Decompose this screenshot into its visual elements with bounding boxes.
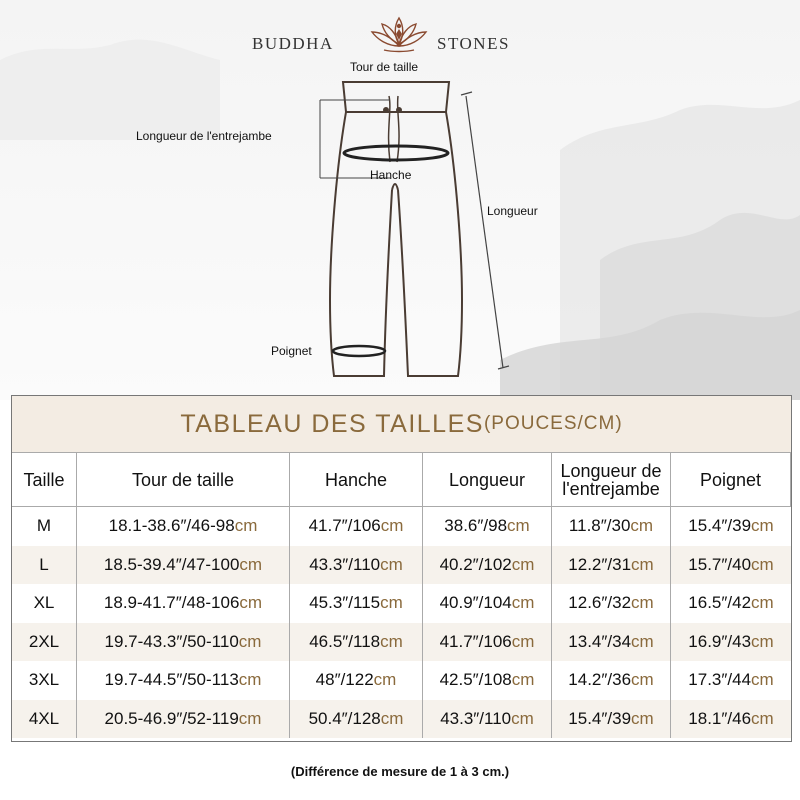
cell-value: 18.1-38.6″/46-98 — [108, 516, 235, 536]
unit-suffix: cm — [631, 554, 654, 574]
cell-inseam — [552, 661, 671, 700]
cell-value: 41.7″/106 — [439, 631, 512, 651]
cell-cuff — [671, 623, 791, 662]
cell-value: 19.7-44.5″/50-113 — [104, 670, 239, 690]
cell-value: 18.1″/46 — [688, 708, 752, 728]
header-waist: Tour de taille — [77, 453, 290, 507]
cell-inseam — [552, 507, 671, 546]
unit-suffix: cm — [380, 708, 404, 728]
cell-waist — [77, 584, 290, 623]
unit-suffix: cm — [630, 516, 654, 536]
cell-value: 43.3″/110 — [440, 708, 512, 728]
waistband-outline — [343, 82, 449, 112]
unit-suffix: cm — [238, 631, 262, 651]
cell-hip — [290, 661, 423, 700]
cell-value: 12.6″/32 — [568, 593, 632, 613]
cell-inseam — [552, 546, 671, 585]
cell-value: 16.5″/42 — [688, 593, 752, 613]
cell-inseam — [552, 700, 671, 739]
header-cuff: Poignet — [671, 453, 791, 507]
unit-suffix: cm — [751, 631, 774, 651]
cell-value: 12.2″/31 — [568, 554, 632, 574]
cell-value: 42.5″/108 — [439, 670, 512, 690]
header-length: Longueur — [423, 453, 552, 507]
unit-suffix: cm — [380, 516, 404, 536]
unit-suffix: cm — [238, 670, 262, 690]
cell-cuff — [671, 584, 791, 623]
cell-value: XL — [33, 593, 55, 613]
unit-suffix: cm — [751, 593, 774, 613]
cell-inseam — [552, 584, 671, 623]
cuff-measurement-line — [333, 346, 385, 356]
cell-cuff — [671, 661, 791, 700]
cell-value: 11.8″/30 — [568, 516, 631, 536]
waist-label: Tour de taille — [350, 60, 419, 74]
cell-value: M — [36, 516, 52, 536]
hip-measurement-line — [344, 146, 448, 160]
cell-value: 17.3″/44 — [688, 670, 752, 690]
size-chart-table — [11, 395, 792, 742]
header-inseam: Longueur de l'entrejambe — [552, 453, 671, 507]
size-grid — [12, 453, 791, 738]
cell-value: 13.4″/34 — [568, 631, 632, 651]
unit-suffix: cm — [751, 516, 774, 536]
cell-length — [423, 584, 552, 623]
right-leg-outline — [398, 112, 462, 376]
unit-suffix: cm — [631, 708, 654, 728]
unit-suffix: cm — [234, 516, 258, 536]
cell-hip — [290, 623, 423, 662]
unit-suffix: cm — [511, 631, 535, 651]
cell-value: L — [39, 554, 49, 574]
cell-waist — [77, 661, 290, 700]
cell-value: 50.4″/128 — [308, 708, 381, 728]
unit-suffix: cm — [511, 708, 534, 728]
table-title-text: TABLEAU DES TAILLES — [180, 409, 484, 438]
left-leg-outline — [330, 112, 392, 376]
unit-suffix: cm — [631, 631, 654, 651]
header-size: Taille — [12, 453, 77, 507]
cell-value: 2XL — [28, 631, 60, 651]
measurement-footnote: (Différence de mesure de 1 à 3 cm.) — [290, 764, 510, 779]
unit-suffix: cm — [511, 593, 535, 613]
unit-suffix: cm — [751, 554, 774, 574]
unit-suffix: cm — [511, 554, 535, 574]
cell-value: 15.7″/40 — [688, 554, 752, 574]
cell-value: 18.5-39.4″/47-100 — [103, 554, 240, 574]
cell-cuff — [671, 546, 791, 585]
cell-value: 46.5″/118 — [309, 631, 381, 651]
cell-length — [423, 661, 552, 700]
cell-cuff — [671, 700, 791, 739]
unit-suffix: cm — [239, 593, 263, 613]
cell-value: 38.6″/98 — [444, 516, 508, 536]
cell-size — [12, 584, 77, 623]
brand-name-left: BUDDHA — [252, 34, 334, 53]
cuff-label: Poignet — [271, 344, 312, 358]
unit-suffix: cm — [511, 670, 535, 690]
cell-value: 43.3″/110 — [309, 554, 381, 574]
brand-name-right: STONES — [437, 34, 510, 53]
inseam-label: Longueur de l'entrejambe — [136, 129, 272, 143]
unit-suffix: cm — [631, 593, 654, 613]
unit-suffix: cm — [751, 708, 774, 728]
cell-value: 14.2″/36 — [568, 670, 632, 690]
cell-value: 45.3″/115 — [309, 593, 381, 613]
cell-hip — [290, 507, 423, 546]
table-title-unit: (POUCES/CM) — [483, 413, 623, 434]
cell-size — [12, 507, 77, 546]
cell-hip — [290, 700, 423, 739]
cell-value: 41.7″/106 — [308, 516, 381, 536]
cell-value: 15.4″/39 — [568, 708, 632, 728]
unit-suffix: cm — [373, 670, 397, 690]
cell-inseam — [552, 623, 671, 662]
cell-value: 48″/122 — [315, 670, 374, 690]
cell-hip — [290, 546, 423, 585]
cell-value: 3XL — [28, 670, 60, 690]
drawstring — [389, 96, 399, 162]
cell-size — [12, 623, 77, 662]
cell-cuff — [671, 507, 791, 546]
unit-suffix: cm — [380, 554, 403, 574]
length-label: Longueur — [487, 204, 538, 218]
hip-label: Hanche — [370, 168, 412, 182]
cell-value: 19.7-43.3″/50-110 — [104, 631, 239, 651]
unit-suffix: cm — [238, 708, 262, 728]
cell-waist — [77, 623, 290, 662]
cell-value: 15.4″/39 — [688, 516, 752, 536]
cell-value: 40.9″/104 — [439, 593, 512, 613]
cell-length — [423, 623, 552, 662]
header-hip: Hanche — [290, 453, 423, 507]
unit-suffix: cm — [631, 670, 654, 690]
unit-suffix: cm — [380, 631, 403, 651]
table-title — [12, 396, 791, 453]
unit-suffix: cm — [751, 670, 774, 690]
cell-value: 40.2″/102 — [439, 554, 512, 574]
cell-value: 16.9″/43 — [688, 631, 752, 651]
cell-size — [12, 661, 77, 700]
cell-value: 18.9-41.7″/48-106 — [103, 593, 240, 613]
cell-size — [12, 546, 77, 585]
lotus-meditation-logo-icon — [366, 12, 432, 56]
cell-waist — [77, 546, 290, 585]
cell-length — [423, 507, 552, 546]
cell-length — [423, 546, 552, 585]
cell-waist — [77, 507, 290, 546]
cell-value: 20.5-46.9″/52-119 — [104, 708, 239, 728]
unit-suffix: cm — [239, 554, 263, 574]
cell-length — [423, 700, 552, 739]
cell-hip — [290, 584, 423, 623]
cell-size — [12, 700, 77, 739]
unit-suffix: cm — [507, 516, 530, 536]
cell-waist — [77, 700, 290, 739]
cell-value: 4XL — [28, 708, 60, 728]
unit-suffix: cm — [380, 593, 403, 613]
